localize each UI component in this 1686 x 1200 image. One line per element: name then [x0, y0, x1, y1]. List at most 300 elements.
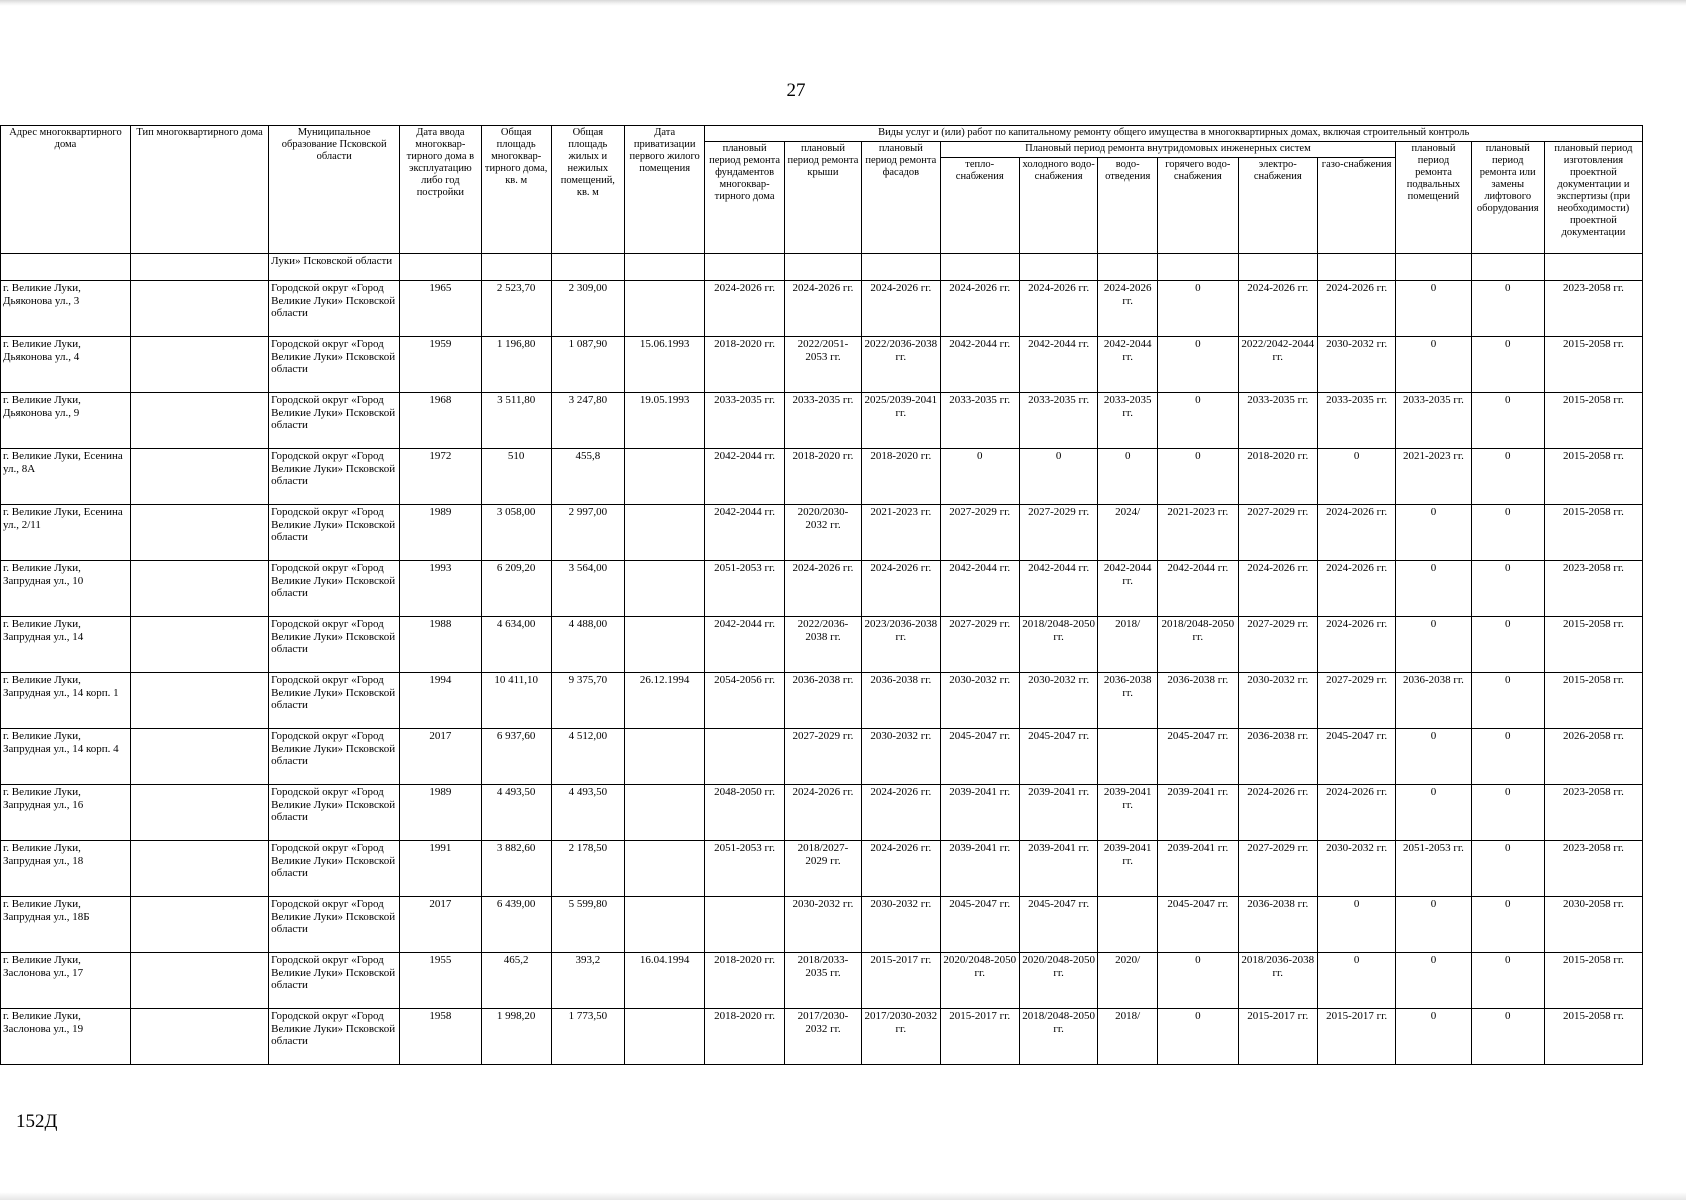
table-row — [1, 281, 1643, 337]
table-row — [1, 953, 1643, 1009]
cell-heat: 0 — [940, 449, 1019, 505]
cell-roof: 2018-2020 гг. — [784, 449, 861, 505]
cell-gas: 2030-2032 гг. — [1317, 337, 1395, 393]
cell-gas: 2024-2026 гг. — [1317, 505, 1395, 561]
col-header-gas: газо-снабжения — [1317, 158, 1395, 254]
cell-design: 2023-2058 гг. — [1544, 281, 1642, 337]
cell-sewer — [1098, 729, 1158, 785]
cell-basement: 0 — [1396, 281, 1471, 337]
document-code: 152Д — [16, 1111, 58, 1132]
cell-foundation: 2018-2020 гг. — [705, 337, 784, 393]
cell-sewer: 2042-2044 гг. — [1098, 337, 1158, 393]
cell-gas: 0 — [1317, 953, 1395, 1009]
cell-address: г. Великие Луки, Дьяконова ул., 4 — [1, 337, 131, 393]
cell-design: 2023-2058 гг. — [1544, 785, 1642, 841]
cell-electric: 2018/2036-2038 гг. — [1238, 953, 1317, 1009]
cell-type — [130, 785, 268, 841]
col-header-address: Адрес многоквартирного дома — [1, 126, 131, 254]
cell-sewer: 2039-2041 гг. — [1098, 785, 1158, 841]
table-row — [1, 449, 1643, 505]
cell-total-area: 510 — [481, 449, 551, 505]
cell-lift: 0 — [1471, 729, 1544, 785]
cell-basement: 0 — [1396, 785, 1471, 841]
cell-cold-water: 2042-2044 гг. — [1019, 561, 1097, 617]
cell-privatization — [624, 1009, 704, 1065]
cell — [1471, 254, 1544, 281]
cell-gas: 2024-2026 гг. — [1317, 281, 1395, 337]
cell-privatization — [624, 729, 704, 785]
cell-facade: 2018-2020 гг. — [862, 449, 940, 505]
cell-year: 1993 — [400, 561, 481, 617]
cell-lift: 0 — [1471, 785, 1544, 841]
table-row — [1, 729, 1643, 785]
cell-lift: 0 — [1471, 897, 1544, 953]
cell-design: 2026-2058 гг. — [1544, 729, 1642, 785]
cell-sewer: 2039-2041 гг. — [1098, 841, 1158, 897]
cell-sewer: 2020/ — [1098, 953, 1158, 1009]
cell — [784, 254, 861, 281]
cell-living-area: 393,2 — [551, 953, 624, 1009]
cell-year: 1991 — [400, 841, 481, 897]
cell-type — [130, 617, 268, 673]
cell-roof: 2017/2030-2032 гг. — [784, 1009, 861, 1065]
cell-living-area: 2 309,00 — [551, 281, 624, 337]
cell-sewer: 2018/ — [1098, 1009, 1158, 1065]
cell-basement: 2033-2035 гг. — [1396, 393, 1471, 449]
cell-basement: 0 — [1396, 897, 1471, 953]
col-header-facade: плановый период ремонта фасадов — [862, 142, 940, 254]
cell-privatization — [624, 505, 704, 561]
col-header-sewer: водо-отведения — [1098, 158, 1158, 254]
cell-municipality: Городской округ «Город Великие Луки» Псковской области — [269, 505, 400, 561]
cell-roof: 2018/2033-2035 гг. — [784, 953, 861, 1009]
cell-address: г. Великие Луки, Запрудная ул., 10 — [1, 561, 131, 617]
cell — [1098, 254, 1158, 281]
cell-cold-water: 2027-2029 гг. — [1019, 505, 1097, 561]
cell-design: 2023-2058 гг. — [1544, 561, 1642, 617]
cell-gas: 0 — [1317, 449, 1395, 505]
cell-municipality: Городской округ «Город Великие Луки» Псковской области — [269, 953, 400, 1009]
cell-type — [130, 449, 268, 505]
cell-address: г. Великие Луки, Запрудная ул., 18Б — [1, 897, 131, 953]
cell-living-area: 4 488,00 — [551, 617, 624, 673]
cell-electric: 2033-2035 гг. — [1238, 393, 1317, 449]
cell-year: 1988 — [400, 617, 481, 673]
cell-total-area: 2 523,70 — [481, 281, 551, 337]
cell-type — [130, 561, 268, 617]
cell-hot-water: 2021-2023 гг. — [1158, 505, 1238, 561]
cell-address: г. Великие Луки, Запрудная ул., 14 корп. 4 — [1, 729, 131, 785]
cell-facade: 2024-2026 гг. — [862, 561, 940, 617]
cell-heat: 2033-2035 гг. — [940, 393, 1019, 449]
cell-electric: 2027-2029 гг. — [1238, 617, 1317, 673]
cell-hot-water: 2045-2047 гг. — [1158, 729, 1238, 785]
cell-facade: 2024-2026 гг. — [862, 785, 940, 841]
cell-sewer: 2024-2026 гг. — [1098, 281, 1158, 337]
cell-privatization: 26.12.1994 — [624, 673, 704, 729]
cell-heat: 2020/2048-2050 гг. — [940, 953, 1019, 1009]
cell-heat: 2027-2029 гг. — [940, 617, 1019, 673]
cell-privatization — [624, 281, 704, 337]
cell-municipality: Городской округ «Город Великие Луки» Псковской области — [269, 337, 400, 393]
table-row — [1, 393, 1643, 449]
cell-year: 1958 — [400, 1009, 481, 1065]
cell — [130, 254, 268, 281]
cell-sewer: 2024/ — [1098, 505, 1158, 561]
cell — [1317, 254, 1395, 281]
cell-hot-water: 2018/2048-2050 гг. — [1158, 617, 1238, 673]
cell-cold-water: 2039-2041 гг. — [1019, 785, 1097, 841]
cell-address: г. Великие Луки, Запрудная ул., 14 — [1, 617, 131, 673]
cell-hot-water: 0 — [1158, 449, 1238, 505]
cell-facade: 2036-2038 гг. — [862, 673, 940, 729]
cell-type — [130, 729, 268, 785]
cell-year: 1989 — [400, 785, 481, 841]
cell-lift: 0 — [1471, 337, 1544, 393]
cell-basement: 0 — [1396, 1009, 1471, 1065]
cell-roof: 2027-2029 гг. — [784, 729, 861, 785]
cell-address: г. Великие Луки, Дьяконова ул., 3 — [1, 281, 131, 337]
table-row — [1, 617, 1643, 673]
cell-gas: 2024-2026 гг. — [1317, 785, 1395, 841]
cell-municipality: Городской округ «Город Великие Луки» Псковской области — [269, 561, 400, 617]
cell-facade: 2030-2032 гг. — [862, 729, 940, 785]
cell-lift: 0 — [1471, 673, 1544, 729]
cell-cold-water: 2045-2047 гг. — [1019, 897, 1097, 953]
cell-living-area: 2 997,00 — [551, 505, 624, 561]
cell-total-area: 6 937,60 — [481, 729, 551, 785]
cell-type — [130, 337, 268, 393]
cell-type — [130, 281, 268, 337]
cell-basement: 0 — [1396, 337, 1471, 393]
cell-year: 1959 — [400, 337, 481, 393]
cell-sewer: 2033-2035 гг. — [1098, 393, 1158, 449]
cell-living-area: 455,8 — [551, 449, 624, 505]
cell-design: 2015-2058 гг. — [1544, 617, 1642, 673]
cell-year: 1965 — [400, 281, 481, 337]
scan-edge-top — [0, 0, 1686, 6]
scan-edge-bottom — [0, 1192, 1686, 1200]
cell-sewer: 2042-2044 гг. — [1098, 561, 1158, 617]
cell-heat: 2045-2047 гг. — [940, 729, 1019, 785]
cell-basement: 0 — [1396, 729, 1471, 785]
cell-total-area: 3 058,00 — [481, 505, 551, 561]
cell-electric: 2024-2026 гг. — [1238, 561, 1317, 617]
cell-facade: 2030-2032 гг. — [862, 897, 940, 953]
col-header-cold-water: холодного водо-снабжения — [1019, 158, 1097, 254]
cell-design: 2015-2058 гг. — [1544, 673, 1642, 729]
cell-municipality: Городской округ «Город Великие Луки» Псковской области — [269, 393, 400, 449]
cell-facade: 2015-2017 гг. — [862, 953, 940, 1009]
cell-cold-water: 2020/2048-2050 гг. — [1019, 953, 1097, 1009]
cell-address: г. Великие Луки, Есенина ул., 2/11 — [1, 505, 131, 561]
cell-type — [130, 1009, 268, 1065]
cell-municipality: Городской округ «Город Великие Луки» Псковской области — [269, 617, 400, 673]
cell-privatization — [624, 841, 704, 897]
cell-facade: 2025/2039-2041 гг. — [862, 393, 940, 449]
cell-facade: 2017/2030-2032 гг. — [862, 1009, 940, 1065]
cell-lift: 0 — [1471, 1009, 1544, 1065]
col-header-type: Тип многоквартирного дома — [130, 126, 268, 254]
cell — [481, 254, 551, 281]
cell-roof: 2030-2032 гг. — [784, 897, 861, 953]
cell-privatization — [624, 785, 704, 841]
cell-living-area: 5 599,80 — [551, 897, 624, 953]
cell-heat: 2015-2017 гг. — [940, 1009, 1019, 1065]
cell-basement: 2021-2023 гг. — [1396, 449, 1471, 505]
cell-design: 2015-2058 гг. — [1544, 953, 1642, 1009]
cell-foundation: 2018-2020 гг. — [705, 953, 784, 1009]
cell-year: 2017 — [400, 897, 481, 953]
cell-gas: 2015-2017 гг. — [1317, 1009, 1395, 1065]
cell-living-area: 1 773,50 — [551, 1009, 624, 1065]
col-header-basement: плановый период ремонта подвальных помещений — [1396, 142, 1471, 254]
cell-total-area: 6 439,00 — [481, 897, 551, 953]
col-header-systems-group: Плановый период ремонта внутридомовых инженерных систем — [940, 142, 1396, 158]
cell-lift: 0 — [1471, 505, 1544, 561]
cell-cold-water: 2039-2041 гг. — [1019, 841, 1097, 897]
cell-basement: 0 — [1396, 561, 1471, 617]
cell-municipality: Городской округ «Город Великие Луки» Псковской области — [269, 673, 400, 729]
table-row — [1, 897, 1643, 953]
cell-facade: 2024-2026 гг. — [862, 841, 940, 897]
table-row — [1, 673, 1643, 729]
cell-address: г. Великие Луки, Запрудная ул., 18 — [1, 841, 131, 897]
cell-electric: 2036-2038 гг. — [1238, 897, 1317, 953]
cell-living-area: 4 512,00 — [551, 729, 624, 785]
cell-basement: 0 — [1396, 505, 1471, 561]
cell-foundation — [705, 729, 784, 785]
cell-year: 1972 — [400, 449, 481, 505]
cell-hot-water: 2045-2047 гг. — [1158, 897, 1238, 953]
col-header-commission-year: Дата ввода многоквар-тирного дома в эксплуатацию либо год постройки — [400, 126, 481, 254]
cell-living-area: 9 375,70 — [551, 673, 624, 729]
cell-foundation: 2042-2044 гг. — [705, 505, 784, 561]
table-row — [1, 337, 1643, 393]
cell-lift: 0 — [1471, 617, 1544, 673]
cell — [400, 254, 481, 281]
cell-gas: 2045-2047 гг. — [1317, 729, 1395, 785]
cell-roof: 2020/2030-2032 гг. — [784, 505, 861, 561]
col-header-electric: электро-снабжения — [1238, 158, 1317, 254]
cell-design: 2023-2058 гг. — [1544, 841, 1642, 897]
cell-living-area: 1 087,90 — [551, 337, 624, 393]
cell-cold-water: 2024-2026 гг. — [1019, 281, 1097, 337]
cell-sewer: 0 — [1098, 449, 1158, 505]
cell-hot-water: 2039-2041 гг. — [1158, 785, 1238, 841]
cell-design: 2015-2058 гг. — [1544, 337, 1642, 393]
cell-type — [130, 505, 268, 561]
cell-heat: 2039-2041 гг. — [940, 841, 1019, 897]
cell-gas: 2030-2032 гг. — [1317, 841, 1395, 897]
cell-type — [130, 841, 268, 897]
cell-roof: 2022/2051-2053 гг. — [784, 337, 861, 393]
cell-year: 1989 — [400, 505, 481, 561]
cell-municipality: Городской округ «Город Великие Луки» Псковской области — [269, 449, 400, 505]
cell-design: 2015-2058 гг. — [1544, 505, 1642, 561]
cell — [1, 254, 131, 281]
cell-roof: 2024-2026 гг. — [784, 281, 861, 337]
cell-foundation: 2051-2053 гг. — [705, 841, 784, 897]
cell-type — [130, 897, 268, 953]
cell-lift: 0 — [1471, 561, 1544, 617]
cell-privatization — [624, 897, 704, 953]
cell-basement: 0 — [1396, 953, 1471, 1009]
table-body — [1, 254, 1643, 1065]
cell — [1544, 254, 1642, 281]
cell-roof: 2033-2035 гг. — [784, 393, 861, 449]
cell-hot-water: 2036-2038 гг. — [1158, 673, 1238, 729]
cell-living-area: 4 493,50 — [551, 785, 624, 841]
cell-total-area: 3 882,60 — [481, 841, 551, 897]
col-header-heat: тепло-снабжения — [940, 158, 1019, 254]
col-header-privatization: Дата приватизации первого жилого помещения — [624, 126, 704, 254]
cell-hot-water: 0 — [1158, 1009, 1238, 1065]
cell-type — [130, 393, 268, 449]
col-header-living-area: Общая площадь жилых и нежилых помещений, кв. м — [551, 126, 624, 254]
cell-privatization — [624, 617, 704, 673]
col-header-design: плановый период изготовления проектной документации и экспертизы (при необходимости) проектной документации — [1544, 142, 1642, 254]
cell-address: г. Великие Луки, Заслонова ул., 19 — [1, 1009, 131, 1065]
cell-type — [130, 673, 268, 729]
cell-roof: 2018/2027-2029 гг. — [784, 841, 861, 897]
cell-sewer — [1098, 897, 1158, 953]
cell-privatization: 19.05.1993 — [624, 393, 704, 449]
cell-foundation: 2042-2044 гг. — [705, 449, 784, 505]
cell-design: 2015-2058 гг. — [1544, 449, 1642, 505]
cell-foundation — [705, 897, 784, 953]
cell — [624, 254, 704, 281]
cell-sewer: 2018/ — [1098, 617, 1158, 673]
col-header-works-group: Виды услуг и (или) работ по капитальному ремонту общего имущества в многоквартирных домах, включая строительный контроль — [705, 126, 1643, 142]
cell-year: 1955 — [400, 953, 481, 1009]
cell-heat: 2039-2041 гг. — [940, 785, 1019, 841]
cell-electric: 2015-2017 гг. — [1238, 1009, 1317, 1065]
cell-hot-water: 0 — [1158, 953, 1238, 1009]
cell-address: г. Великие Луки, Запрудная ул., 14 корп. 1 — [1, 673, 131, 729]
cell-basement: 2051-2053 гг. — [1396, 841, 1471, 897]
cell-cold-water: 2018/2048-2050 гг. — [1019, 1009, 1097, 1065]
cell-year: 1968 — [400, 393, 481, 449]
cell-lift: 0 — [1471, 393, 1544, 449]
table-row — [1, 785, 1643, 841]
cell-privatization — [624, 449, 704, 505]
cell — [1238, 254, 1317, 281]
cell-hot-water: 0 — [1158, 393, 1238, 449]
cell-address: г. Великие Луки, Есенина ул., 8А — [1, 449, 131, 505]
cell — [1158, 254, 1238, 281]
cell-municipality: Городской округ «Город Великие Луки» Псковской области — [269, 897, 400, 953]
cell-total-area: 465,2 — [481, 953, 551, 1009]
cell-electric: 2022/2042-2044 гг. — [1238, 337, 1317, 393]
capital-repair-table — [0, 125, 1643, 1065]
cell-electric: 2024-2026 гг. — [1238, 785, 1317, 841]
cell-heat: 2027-2029 гг. — [940, 505, 1019, 561]
cell-total-area: 4 493,50 — [481, 785, 551, 841]
cell-living-area: 2 178,50 — [551, 841, 624, 897]
cell-gas: 2033-2035 гг. — [1317, 393, 1395, 449]
cell-design: 2015-2058 гг. — [1544, 1009, 1642, 1065]
cell-municipality: Городской округ «Город Великие Луки» Псковской области — [269, 841, 400, 897]
cell-facade: 2024-2026 гг. — [862, 281, 940, 337]
cell-total-area: 3 511,80 — [481, 393, 551, 449]
page-number: 27 — [786, 80, 806, 101]
cell-cold-water: 2042-2044 гг. — [1019, 337, 1097, 393]
cell — [705, 254, 784, 281]
cell-hot-water: 0 — [1158, 337, 1238, 393]
cell-privatization — [624, 561, 704, 617]
cell — [862, 254, 940, 281]
col-header-foundation: плановый период ремонта фундаментов многоквар-тирного дома — [705, 142, 784, 254]
cell-design: 2015-2058 гг. — [1544, 393, 1642, 449]
cell-municipality: Городской округ «Город Великие Луки» Псковской области — [269, 281, 400, 337]
cell-living-area: 3 564,00 — [551, 561, 624, 617]
cell-heat: 2045-2047 гг. — [940, 897, 1019, 953]
cell-roof: 2024-2026 гг. — [784, 785, 861, 841]
cell-hot-water: 2039-2041 гг. — [1158, 841, 1238, 897]
cell-total-area: 10 411,10 — [481, 673, 551, 729]
header-row-1 — [1, 126, 1643, 142]
cell-electric: 2024-2026 гг. — [1238, 281, 1317, 337]
cell-foundation: 2054-2056 гг. — [705, 673, 784, 729]
cell-gas: 0 — [1317, 897, 1395, 953]
cell-gas: 2024-2026 гг. — [1317, 617, 1395, 673]
cell-hot-water: 2042-2044 гг. — [1158, 561, 1238, 617]
cell-gas: 2027-2029 гг. — [1317, 673, 1395, 729]
cell-roof: 2024-2026 гг. — [784, 561, 861, 617]
cell-electric: 2027-2029 гг. — [1238, 841, 1317, 897]
cell-total-area: 1 196,80 — [481, 337, 551, 393]
cell-basement: 0 — [1396, 617, 1471, 673]
cell-municipality: Городской округ «Город Великие Луки» Псковской области — [269, 729, 400, 785]
col-header-lift: плановый период ремонта или замены лифтового оборудования — [1471, 142, 1544, 254]
cell-facade: 2021-2023 гг. — [862, 505, 940, 561]
cell-cold-water: 2018/2048-2050 гг. — [1019, 617, 1097, 673]
cell-cold-water: 2030-2032 гг. — [1019, 673, 1097, 729]
table-row — [1, 561, 1643, 617]
cell-heat: 2042-2044 гг. — [940, 561, 1019, 617]
col-header-municipality: Муниципальное образование Псковской области — [269, 126, 400, 254]
cell-municipality: Городской округ «Город Великие Луки» Псковской области — [269, 785, 400, 841]
cell-foundation: 2042-2044 гг. — [705, 617, 784, 673]
continuation-row — [1, 254, 1643, 281]
cell-address: г. Великие Луки, Заслонова ул., 17 — [1, 953, 131, 1009]
cell-cold-water: 0 — [1019, 449, 1097, 505]
cell-year: 1994 — [400, 673, 481, 729]
cell-living-area: 3 247,80 — [551, 393, 624, 449]
cell — [940, 254, 1019, 281]
cell-heat: 2042-2044 гг. — [940, 337, 1019, 393]
cell-total-area: 6 209,20 — [481, 561, 551, 617]
cell — [1019, 254, 1097, 281]
col-header-hot-water: горячего водо-снабжения — [1158, 158, 1238, 254]
cell-foundation: 2018-2020 гг. — [705, 1009, 784, 1065]
table-row — [1, 505, 1643, 561]
cell-total-area: 4 634,00 — [481, 617, 551, 673]
cell-electric: 2018-2020 гг. — [1238, 449, 1317, 505]
cell-gas: 2024-2026 гг. — [1317, 561, 1395, 617]
cell-hot-water: 0 — [1158, 281, 1238, 337]
cell-address: г. Великие Луки, Дьяконова ул., 9 — [1, 393, 131, 449]
cell-total-area: 1 998,20 — [481, 1009, 551, 1065]
cell-basement: 2036-2038 гг. — [1396, 673, 1471, 729]
cell-lift: 0 — [1471, 281, 1544, 337]
col-header-total-area: Общая площадь многоквар-тирного дома, кв. м — [481, 126, 551, 254]
cell-heat: 2030-2032 гг. — [940, 673, 1019, 729]
continuation-cell: Луки» Псковской области — [269, 254, 400, 281]
cell-cold-water: 2045-2047 гг. — [1019, 729, 1097, 785]
cell-facade: 2022/2036-2038 гг. — [862, 337, 940, 393]
